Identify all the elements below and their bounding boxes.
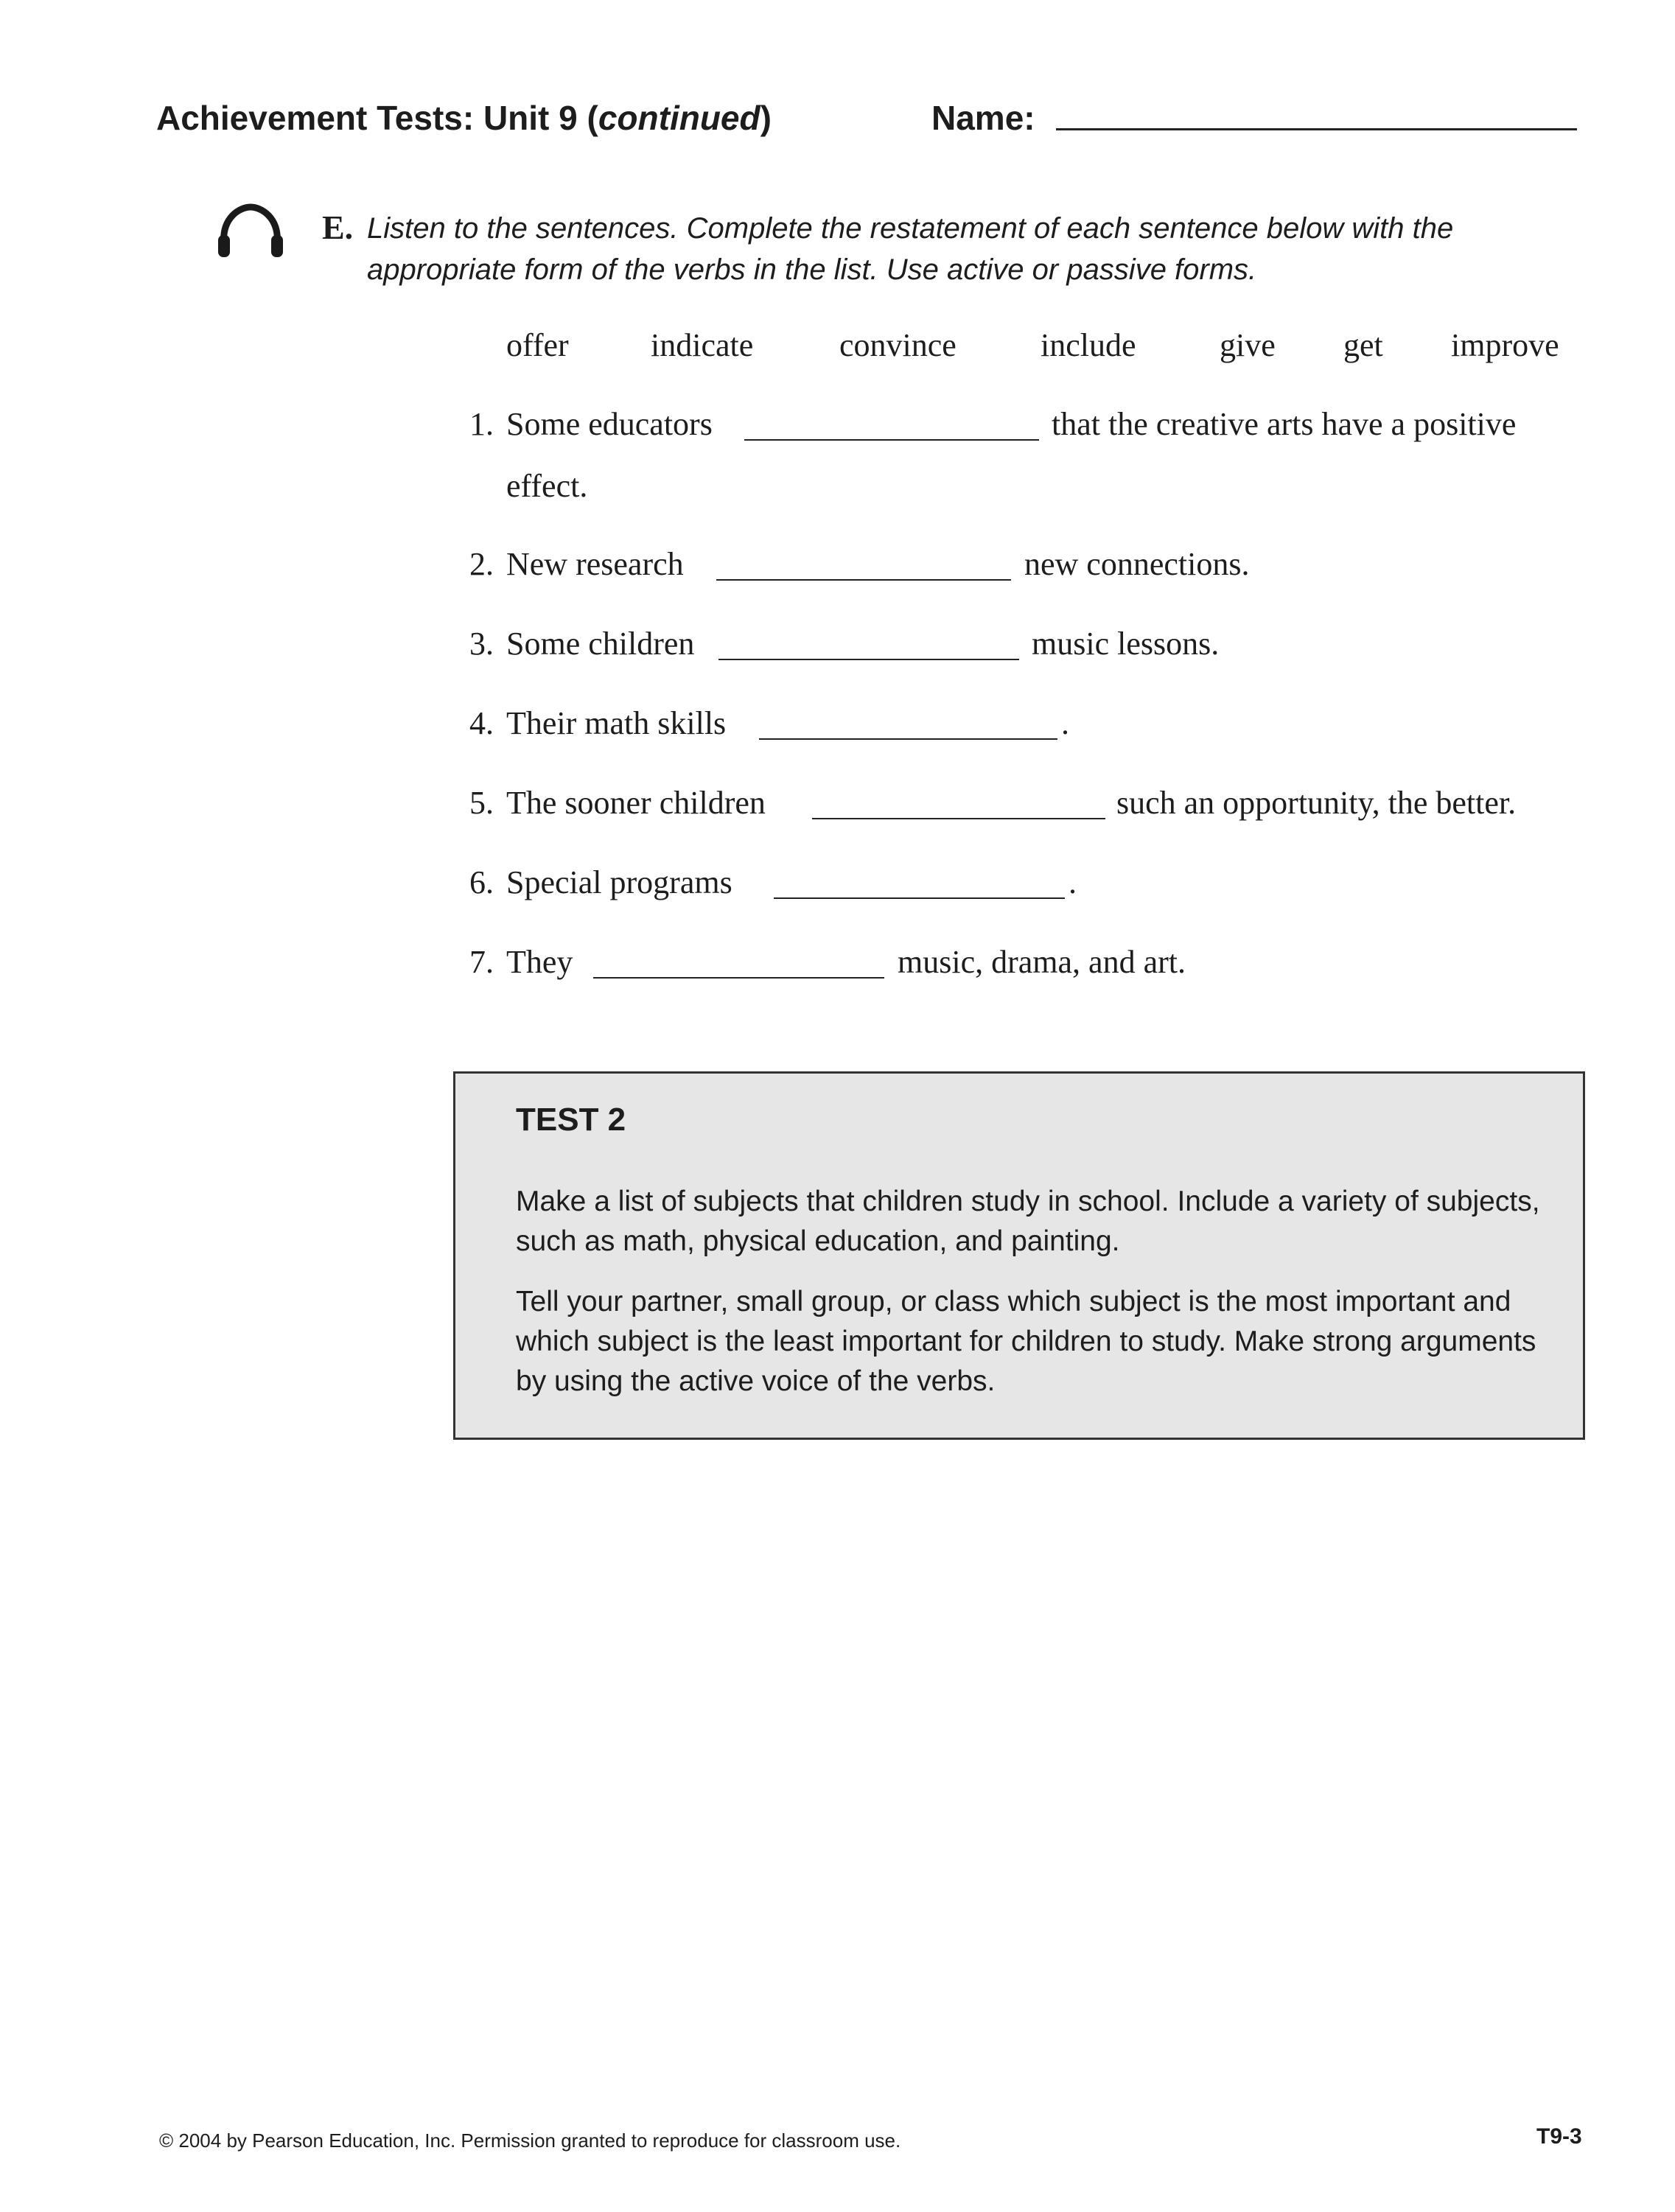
exercise-item-1 [0,405,1675,504]
title-close: ) [760,99,772,137]
word-bank-item: indicate [651,327,754,363]
item-number: 3. [469,626,494,662]
instructions: Listen to the sentences. Complete the restatement of each sentence below with the appropriate form of the verbs in the list. Use active or passive forms. [367,212,1454,286]
item-number: 2. [469,546,494,582]
title-main: Achievement Tests: Unit 9 ( [156,99,598,137]
item-number: 7. [469,944,494,980]
word-bank-item: convince [839,327,957,363]
item-number: 1. [469,406,494,442]
item-number: 5. [469,785,494,821]
item-text-after: such an opportunity, the better. [1116,785,1517,821]
exercise-item-4 [0,704,1675,749]
exercise-item-5 [0,784,1675,828]
item-text-before: The sooner children [506,785,766,821]
item-text-after: that the creative arts have a positive [1052,406,1517,442]
test-2-title: TEST 2 [516,1102,626,1138]
section-letter: E. [322,209,354,246]
word-bank-item: get [1343,327,1383,363]
item-text-continuation: effect. [506,468,588,504]
exercise-item-2 [0,545,1675,589]
answer-blank[interactable] [759,738,1057,740]
word-bank-item: improve [1451,327,1559,363]
page-title [156,98,772,138]
item-text-after: music, drama, and art. [898,944,1186,980]
answer-blank[interactable] [812,818,1105,819]
item-text-after: music lessons. [1032,626,1220,662]
item-number: 6. [469,864,494,900]
item-text-before: New research [506,546,684,582]
item-text-after: . [1069,864,1077,900]
exercise-item-7 [0,943,1675,987]
item-text-before: Their math skills [506,705,727,741]
copyright-notice: © 2004 by Pearson Education, Inc. Permission granted to reproduce for classroom use. [159,2129,901,2152]
answer-blank[interactable] [774,897,1065,899]
headphones-icon [214,203,287,262]
exercise-item-3 [0,625,1675,669]
word-bank-item: give [1220,327,1276,363]
title-italic: continued [598,99,760,137]
item-text-before: Special programs [506,864,732,900]
answer-blank[interactable] [718,659,1019,660]
item-number: 4. [469,705,494,741]
item-text-before: They [506,944,573,980]
item-text-before: Some children [506,626,695,662]
answer-blank[interactable] [744,439,1039,441]
word-bank-item: offer [506,327,569,363]
page-number: T9-3 [1536,2124,1582,2149]
name-blank-line[interactable] [1056,128,1577,130]
word-bank-item: include [1041,327,1136,363]
name-label: Name: [931,99,1035,137]
test-2-paragraph-1: Make a list of subjects that children study in school. Include a variety of subjects, such as math, physical education, and painting. [516,1186,1540,1257]
item-text-after: new connections. [1024,546,1250,582]
answer-blank[interactable] [716,579,1011,581]
item-text-before: Some educators [506,406,713,442]
word-bank [506,326,1575,371]
test-2-paragraph-2: Tell your partner, small group, or class which subject is the most important and which subject is the least important for children to study. Make strong arguments by using the active voice of the verbs. [516,1286,1536,1397]
item-text-after: . [1061,705,1069,741]
exercise-item-6 [0,864,1675,908]
answer-blank[interactable] [593,977,884,979]
